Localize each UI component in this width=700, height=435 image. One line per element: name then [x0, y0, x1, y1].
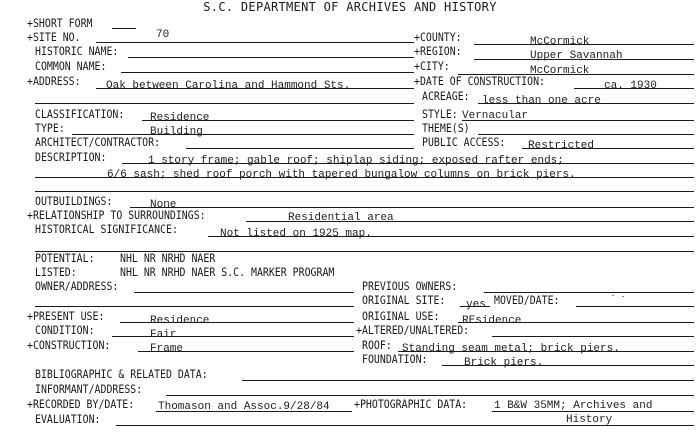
outbuildings-label: OUTBUILDINGS: [35, 194, 113, 208]
condition-label: CONDITION: [35, 323, 95, 337]
site-no-line [96, 42, 414, 43]
historic-name-label: HISTORIC NAME: [35, 44, 119, 58]
construction-value: Frame [150, 343, 184, 355]
original-site-value: yes [466, 299, 486, 311]
evaluation-label: EVALUATION: [35, 412, 101, 426]
acreage-value: less than one acre [482, 95, 601, 107]
county-line [474, 44, 694, 45]
original-use-label: ORIGINAL USE: [362, 309, 440, 323]
address-value: Oak between Carolina and Hammond Sts. [106, 80, 351, 92]
roof-label: ROOF: [362, 338, 392, 352]
photographic-label: +PHOTOGRAPHIC DATA: [354, 397, 468, 411]
outbuildings-line [130, 207, 694, 208]
themes-line [478, 134, 694, 135]
relationship-line [246, 221, 694, 222]
potential-options: NHL NR NRHD NAER [120, 251, 216, 265]
recorded-by-label: +RECORDED BY/DATE: [27, 397, 135, 411]
style-value: Vernacular [462, 110, 529, 122]
owner-address-label: OWNER/ADDRESS: [35, 279, 119, 293]
scan-speck [612, 295, 614, 296]
listed-label: LISTED: [35, 265, 77, 279]
photographic-line [492, 411, 694, 412]
recorded-by-line [156, 411, 352, 412]
address-continuation-line [35, 103, 414, 104]
type-value: Building [150, 126, 203, 138]
classification-line [142, 120, 414, 121]
description-line-1: 1 story frame; gable roof; shiplap siding; exposed rafter ends; [148, 155, 564, 167]
previous-owners-label: PREVIOUS OWNERS: [362, 279, 458, 293]
owner-address-line [134, 292, 354, 293]
bibliographic-label: BIBLIOGRAPHIC & RELATED DATA: [35, 367, 208, 381]
listed-options: NHL NR NRHD NAER S.C. MARKER PROGRAM [120, 265, 335, 279]
acreage-label: ACREAGE: [422, 89, 470, 103]
present-use-line [120, 322, 354, 323]
moved-date-line [576, 306, 694, 307]
outbuildings-value: None [150, 199, 177, 211]
type-label: TYPE: [35, 121, 65, 135]
historical-significance-value: Not listed on 1925 map. [220, 228, 372, 240]
moved-date-label: MOVED/DATE: [494, 293, 560, 307]
potential-label: POTENTIAL: [35, 251, 95, 265]
original-site-line [460, 306, 490, 307]
condition-line [112, 336, 354, 337]
description-underline-2 [35, 177, 694, 178]
original-use-line [458, 322, 694, 323]
common-name-line [121, 72, 414, 73]
relationship-label: +RELATIONSHIP TO SURROUNDINGS: [27, 208, 206, 222]
style-label: STYLE: [422, 107, 458, 121]
evaluation-line [116, 425, 694, 426]
original-site-label: ORIGINAL SITE: [362, 293, 446, 307]
public-access-value: Restricted [528, 140, 595, 152]
county-label: +COUNTY: [414, 30, 462, 44]
region-value: Upper Savannah [530, 50, 623, 62]
relationship-value: Residential area [288, 212, 394, 224]
site-no-label: +SITE NO. [27, 30, 81, 44]
altered-line [492, 336, 694, 337]
informant-label: INFORMANT/ADDRESS: [35, 382, 143, 396]
historical-significance-line [208, 236, 694, 237]
roof-line [398, 351, 694, 352]
region-line [474, 59, 694, 60]
description-underline-3 [35, 191, 694, 192]
classification-label: CLASSIFICATION: [35, 107, 125, 121]
bibliographic-line [242, 380, 694, 381]
present-use-label: +PRESENT USE: [27, 309, 105, 323]
condition-value: Fair [150, 329, 177, 341]
address-line [96, 88, 414, 89]
owner-address-line-2 [35, 306, 354, 307]
form-title: S.C. DEPARTMENT OF ARCHIVES AND HISTORY [203, 0, 497, 14]
foundation-label: FOUNDATION: [362, 352, 428, 366]
scan-speck [622, 296, 624, 297]
short-form-label: +SHORT FORM [27, 16, 93, 30]
public-access-label: PUBLIC ACCESS: [422, 135, 506, 149]
foundation-value: Brick piers. [464, 357, 544, 369]
present-use-value: Residence [150, 315, 210, 327]
address-label: +ADDRESS: [27, 74, 81, 88]
classification-value: Residence [150, 112, 210, 124]
recorded-by-value: Thomason and Assoc.9/28/84 [158, 401, 330, 413]
region-label: +REGION: [414, 44, 462, 58]
historic-name-line [128, 57, 414, 58]
architect-label: ARCHITECT/CONTRACTOR: [35, 135, 161, 149]
city-value: McCormick [530, 65, 590, 77]
altered-label: +ALTERED/UNALTERED: [356, 323, 470, 337]
date-of-construction-line [574, 88, 694, 89]
construction-line [138, 351, 354, 352]
roof-value: Standing seam metal; brick piers. [402, 343, 620, 355]
photographic-value-2: History [566, 414, 613, 426]
architect-line [186, 148, 414, 149]
style-line [462, 120, 694, 121]
construction-label: +CONSTRUCTION: [27, 338, 111, 352]
informant-line [166, 395, 694, 396]
county-value: McCormick [530, 36, 590, 48]
short-form-line [112, 28, 136, 29]
acreage-line [478, 103, 694, 104]
description-line-2: 6/6 sash; shed roof porch with tapered bungalow columns on brick piers. [107, 169, 576, 181]
common-name-label: COMMON NAME: [35, 59, 107, 73]
description-label: DESCRIPTION: [35, 150, 107, 164]
themes-label: THEME(S) [422, 121, 470, 135]
site-no-value: 70 [156, 29, 170, 41]
date-of-construction-value: ca. 1930 [604, 80, 657, 92]
description-underline-1 [122, 163, 694, 164]
city-label: +CITY: [414, 59, 450, 73]
public-access-line [522, 148, 694, 149]
foundation-line [442, 365, 694, 366]
historical-significance-label: HISTORICAL SIGNIFICANCE: [35, 222, 178, 236]
date-of-construction-label: +DATE OF CONSTRUCTION: [414, 74, 546, 88]
original-use-value: REsidence [462, 315, 522, 327]
photographic-value-1: 1 B&W 35MM; Archives and [494, 400, 653, 412]
